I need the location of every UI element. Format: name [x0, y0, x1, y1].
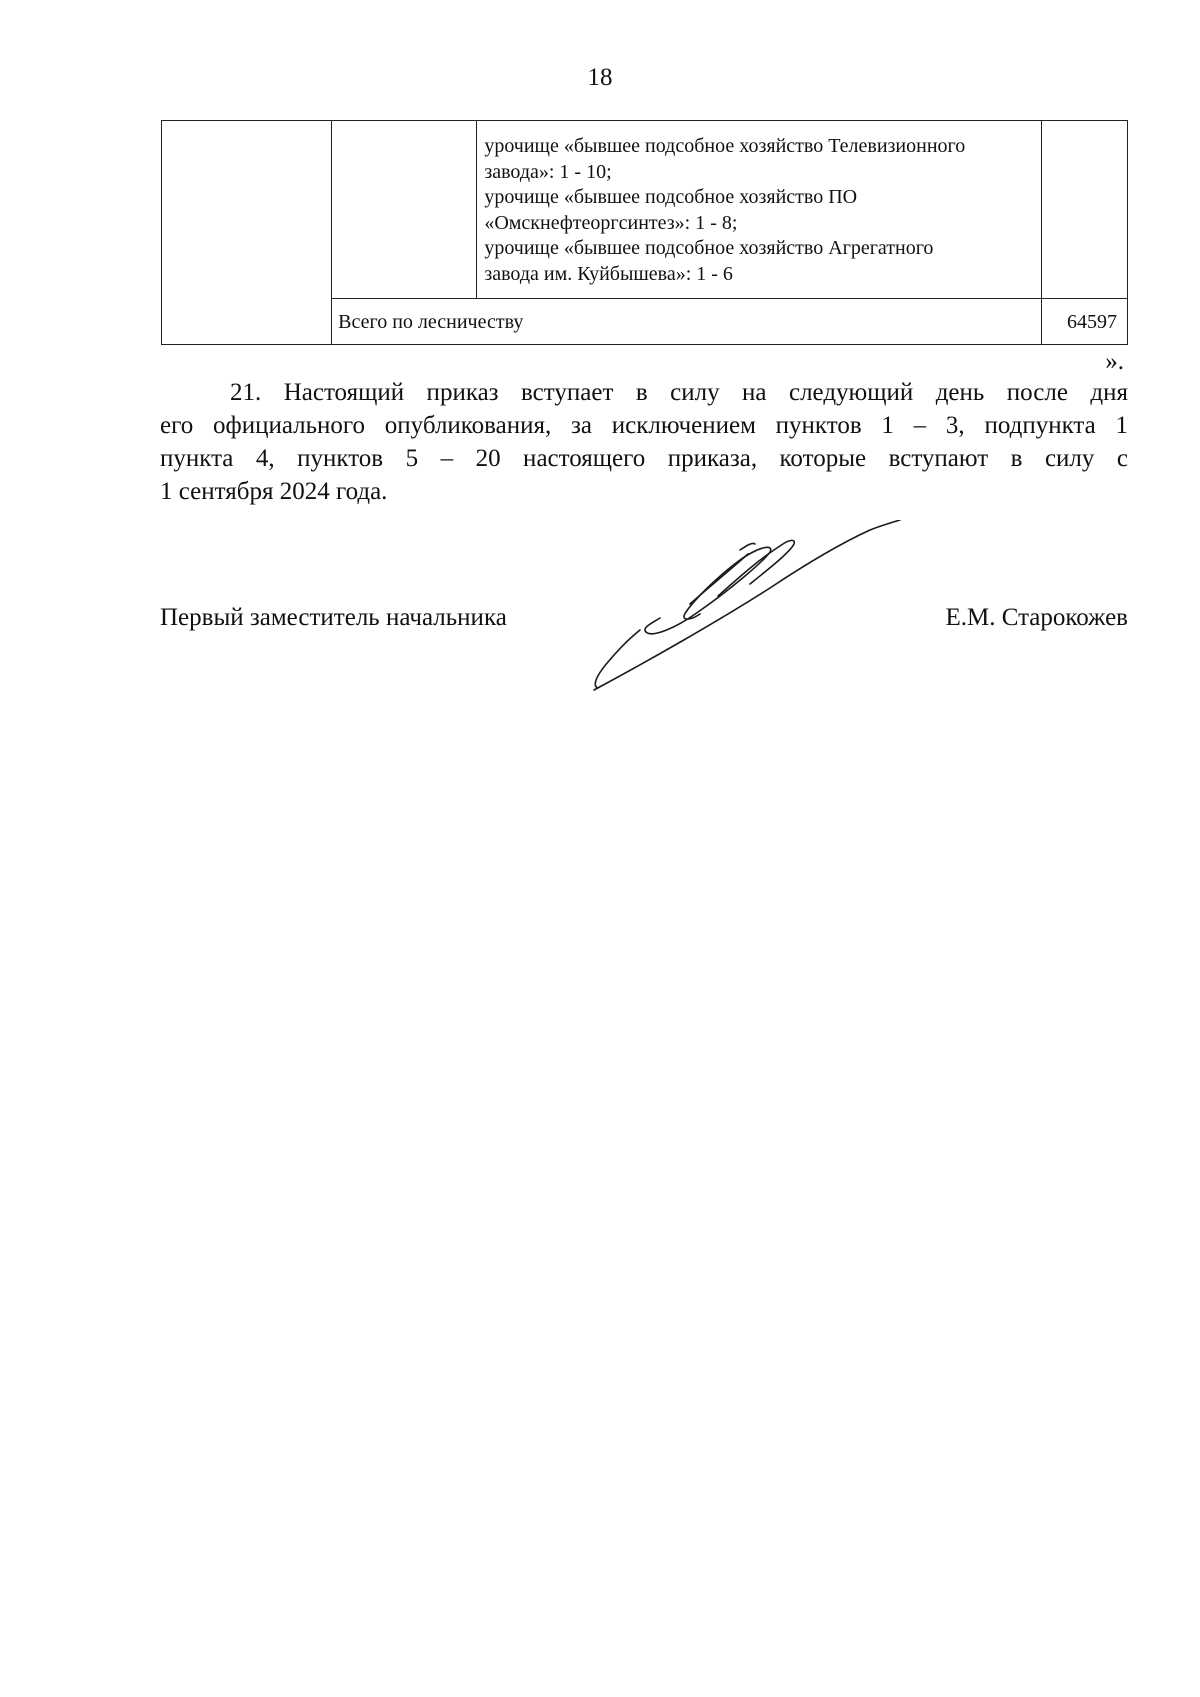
total-value: 64597: [1041, 299, 1127, 345]
table-row: [162, 121, 1128, 299]
tracts-cell: [477, 121, 1042, 299]
forestry-table: [161, 120, 1128, 345]
paragraph-line: 21. Настоящий приказ вступает в силу на следующий день после дня: [230, 379, 1128, 406]
table-cell-empty: [162, 121, 332, 345]
tract-line: урочище «бывшее подсобное хозяйство Агрегатного: [484, 237, 934, 259]
paragraph-line: пункта 4, пунктов 5 – 20 настоящего приказа, которые вступают в силу с: [160, 445, 1128, 472]
page-number: 18: [587, 64, 613, 91]
paragraph-21: [160, 376, 1128, 508]
table-cell-empty: [332, 121, 477, 299]
closing-quote: ».: [1105, 348, 1124, 375]
total-label: Всего по лесничеству: [332, 299, 1042, 345]
tract-line: завода им. Куйбышева»: 1 - 6: [484, 262, 733, 285]
handwritten-signature: [590, 520, 910, 695]
tract-line: «Омскнефтеоргсинтез»: 1 - 8;: [484, 211, 738, 234]
tract-line: урочище «бывшее подсобное хозяйство Телевизионного: [484, 135, 966, 157]
tract-line: завода»: 1 - 10;: [484, 160, 612, 183]
paragraph-line: 1 сентября 2024 года.: [160, 478, 388, 505]
table-cell-empty: [1041, 121, 1127, 299]
signer-name: Е.М. Старокожев: [945, 604, 1128, 631]
paragraph-line: его официального опубликования, за исключением пунктов 1 – 3, подпункта 1: [160, 412, 1128, 439]
tract-line: урочище «бывшее подсобное хозяйство ПО: [484, 186, 858, 208]
signer-position: Первый заместитель начальника: [160, 604, 507, 631]
